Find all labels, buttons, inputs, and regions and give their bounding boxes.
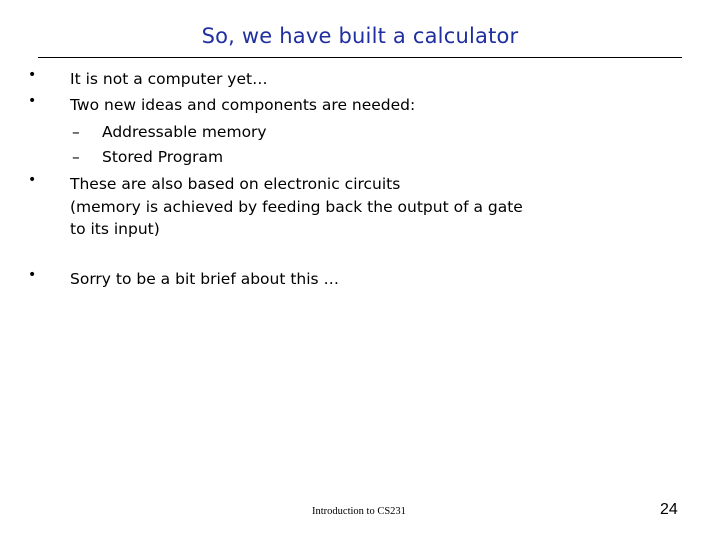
bullet-icon: • [28,93,37,109]
dash-icon: – [72,148,80,166]
bullet-icon: • [28,267,37,283]
slide-title: So, we have built a calculator [201,24,519,48]
page-number: 24 [660,501,678,518]
sub-item-2 [72,145,224,169]
bullet-text: It is not a computer yet… [70,70,268,88]
bullet-text: Sorry to be a bit brief about this … [70,270,340,288]
bullet-icon: • [28,67,37,83]
sub-item-1 [72,120,267,144]
bullet-continuation-line: to its input) [70,220,160,238]
bullet-icon: • [28,172,37,188]
sub-item-text: Addressable memory [102,123,267,141]
dash-icon: – [72,123,80,141]
bullet-text: These are also based on electronic circuits [70,175,401,193]
title-divider [38,57,682,58]
sub-item-text: Stored Program [102,148,224,166]
bullet-continuation-line: (memory is achieved by feeding back the output of a gate [70,198,523,216]
bullet-text: Two new ideas and components are needed: [70,96,416,114]
slide-footer: Introduction to CS231 [312,506,406,517]
